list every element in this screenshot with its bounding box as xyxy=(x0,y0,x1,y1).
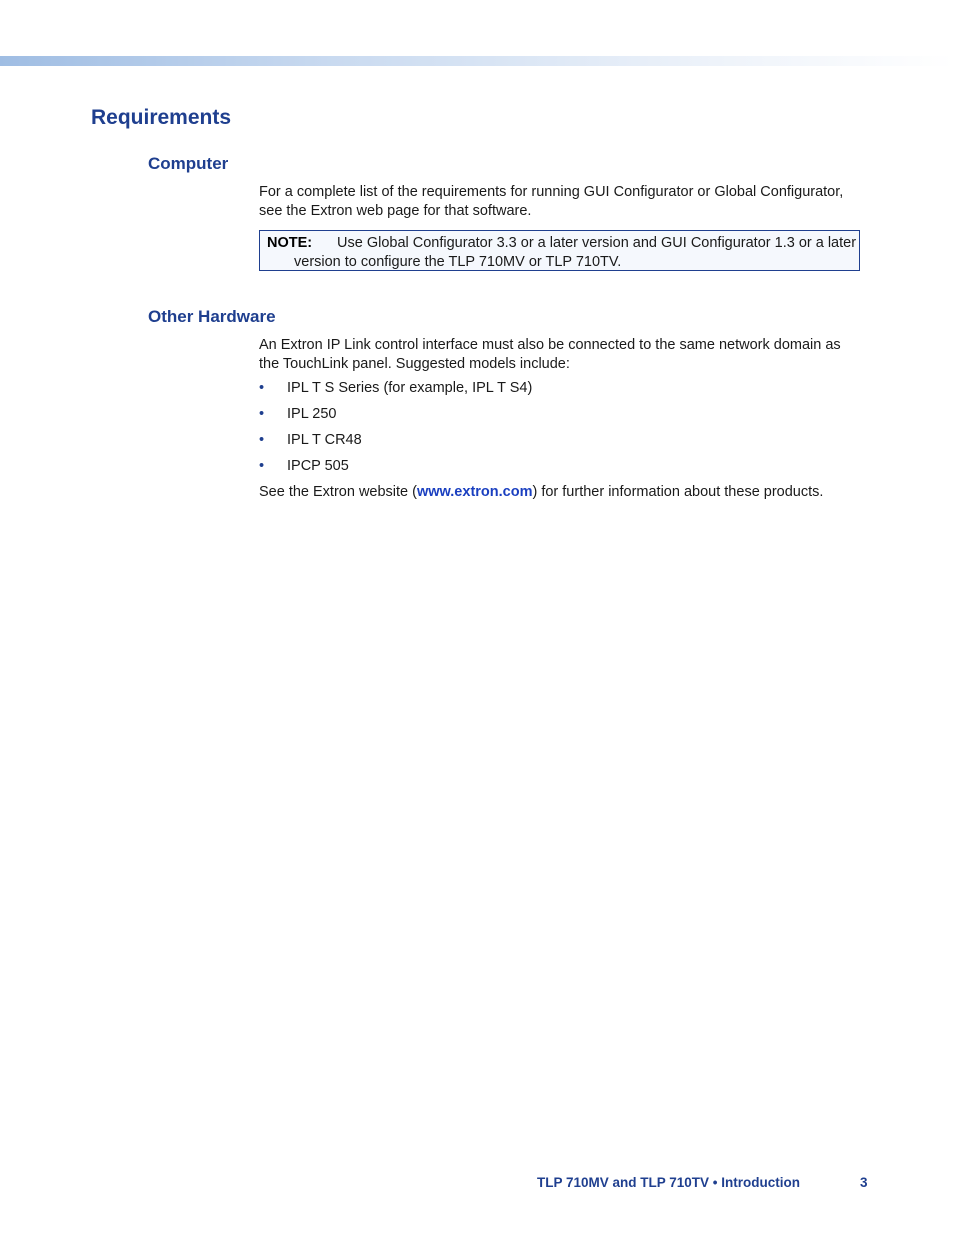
see-website-prefix: See the Extron website ( xyxy=(259,484,417,500)
note-box xyxy=(259,230,860,271)
page-number: 3 xyxy=(860,1175,868,1190)
note-content xyxy=(267,234,879,271)
list-item-label: IPL T S Series (for example, IPL T S4) xyxy=(287,380,533,396)
list-item-label: IPL 250 xyxy=(287,406,337,422)
bullet-icon: • xyxy=(259,380,265,396)
bullet-icon: • xyxy=(259,458,265,474)
note-label: NOTE: xyxy=(267,235,313,251)
page-heading: Requirements xyxy=(91,106,232,129)
header-gradient-bar xyxy=(0,56,954,66)
bullet-icon: • xyxy=(259,432,265,448)
extron-website-link[interactable]: www.extron.com xyxy=(416,484,533,500)
section-heading-other-hardware: Other Hardware xyxy=(148,307,276,326)
footer-title: TLP 710MV and TLP 710TV • Introduction xyxy=(537,1175,801,1190)
see-website-suffix: ) for further information about these products. xyxy=(532,484,824,500)
section-heading-computer: Computer xyxy=(148,154,229,173)
computer-paragraph: For a complete list of the requirements for running GUI Configurator or Global Configurator, see the Extron web page for that software. xyxy=(259,184,844,219)
list-item-label: IPL T CR48 xyxy=(287,432,362,448)
see-website-paragraph xyxy=(259,483,899,502)
note-text: Use Global Configurator 3.3 or a later version and GUI Configurator 1.3 or a later version to configure the TLP 710MV or TLP 710TV. xyxy=(294,235,857,270)
list-item-label: IPCP 505 xyxy=(287,458,349,474)
bullet-icon: • xyxy=(259,406,265,422)
hardware-paragraph: An Extron IP Link control interface must also be connected to the same network domain as the TouchLink panel. Suggested models include: xyxy=(259,337,841,372)
